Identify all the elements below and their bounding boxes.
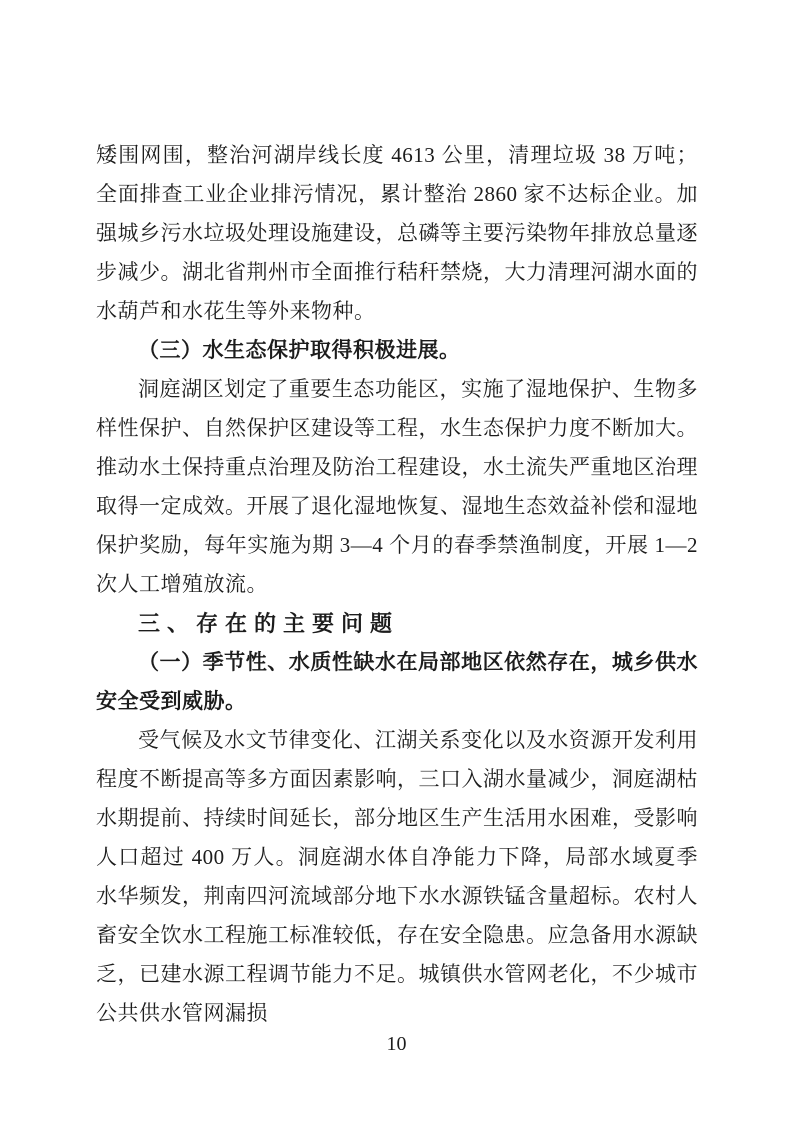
paragraph-water-ecology-progress: 洞庭湖区划定了重要生态功能区，实施了湿地保护、生物多样性保护、自然保护区建设等工程，水生态保护力度不断加大。推动水土保持重点治理及防治工程建设，水土流失严重地区治理取得一定成效。开展了退化湿地恢复、湿地生态效益补偿和湿地保护奖励，每年实施为期 3—4 个月的春季禁渔制度，开展 1—2 次人工增殖放流。 xyxy=(96,377,698,596)
continuation-paragraph-pollution-control: 矮围网围，整治河湖岸线长度 4613 公里，清理垃圾 38 万吨；全面排查工业企业排污情况，累计整治 2860 家不达标企业。加强城乡污水垃圾处理设施建设，总磷等主要污染物年排放总量逐步减少。湖北省荆州市全面推行秸秆禁烧，大力清理河湖水面的水葫芦和水花生等外来物种。 xyxy=(96,143,698,323)
paragraph-water-shortage-issues: 受气候及水文节律变化、江湖关系变化以及水资源开发利用程度不断提高等多方面因素影响，三口入湖水量减少，洞庭湖枯水期提前、持续时间延长，部分地区生产生活用水困难，受影响人口超过 400 万人。洞庭湖水体自净能力下降，局部水域夏季水华频发，荆南四河流域部分地下水水源铁锰含量超标。农村人畜安全饮水工程施工标准较低，存在安全隐患。应急备用水源缺乏，已建水源工程调节能力不足。城镇供水管网老化，不少城市公共供水管网漏损 xyxy=(96,728,698,1025)
subsection-heading-three: （三）水生态保护取得积极进展。 xyxy=(138,338,461,362)
section-heading-main-problems: 三、存在的主要问题 xyxy=(138,611,400,636)
subsection-heading-one: （一）季节性、水质性缺水在局部地区依然存在，城乡供水安全受到威胁。 xyxy=(96,650,698,713)
page-number: 10 xyxy=(386,1033,407,1055)
document-body xyxy=(96,136,698,1033)
